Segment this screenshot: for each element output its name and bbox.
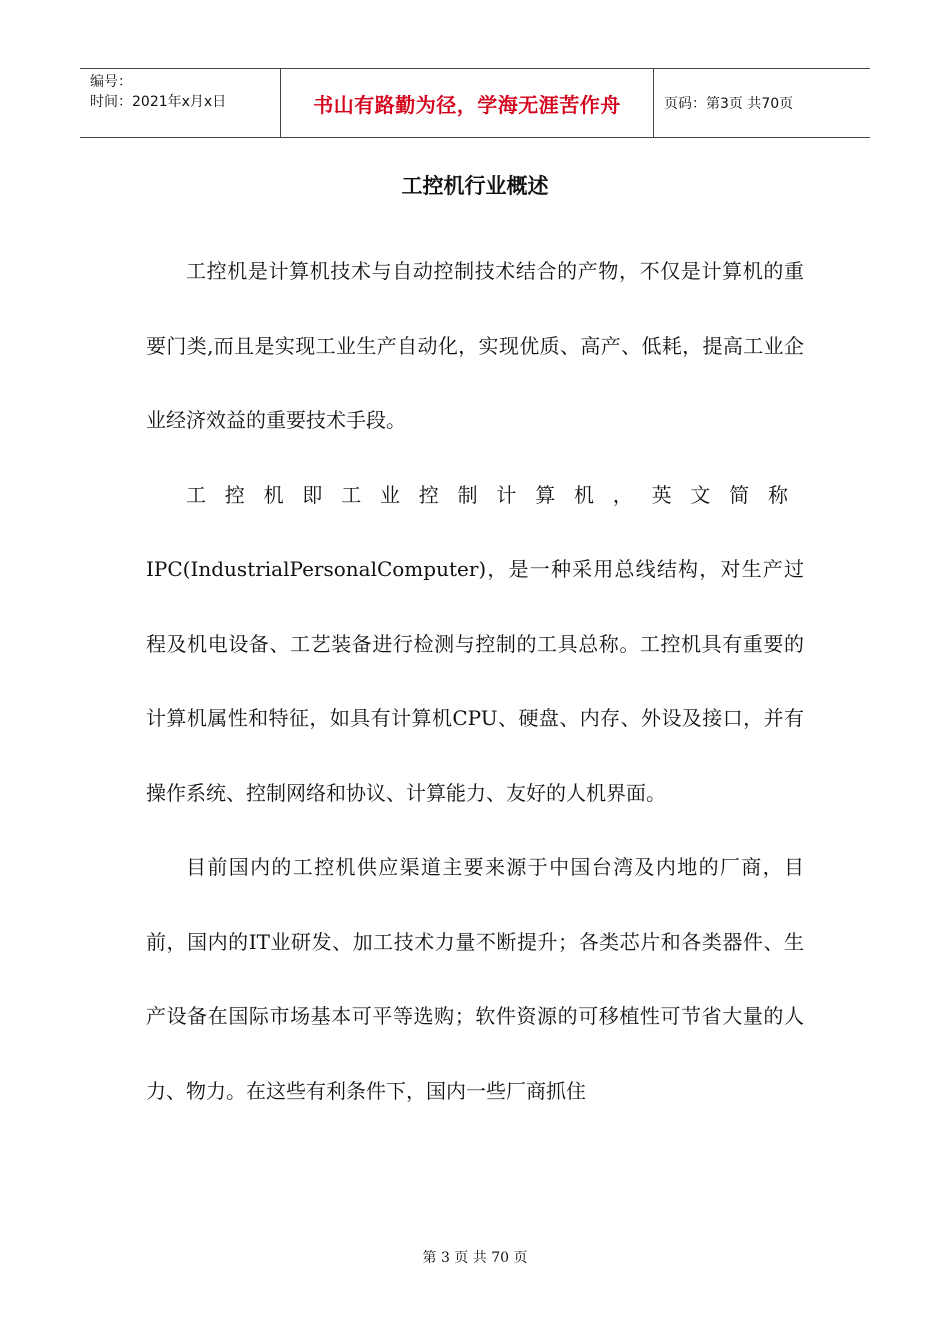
- document-title: 工控机行业概述: [401, 174, 549, 198]
- paragraph-2: [146, 458, 807, 831]
- paragraph-2-rest: IPC(IndustrialPersonalComputer)，是一种采用总线结构，对生产过程及机电设备、工艺装备进行检测与控制的工具总称。工控机具有重要的计算机属性和特征，如具有计算机CPU、硬盘、内存、外设及接口，并有操作系统、控制网络和协议、计算能力、友好的人机界面。: [146, 557, 804, 805]
- document-body: [146, 234, 807, 1128]
- header-meta: [80, 69, 281, 137]
- page-footer: 第 3 页 共 70 页: [422, 1250, 528, 1266]
- motto: 书山有路勤为径，学海无涯苦作舟: [313, 92, 621, 117]
- paragraph-2-spaced-line: 工控机即工业控制计算机，英文简称: [186, 482, 807, 507]
- page-info: 页码：第3页 共70页: [664, 96, 794, 112]
- time-label: 时间：2021年x月x日: [90, 94, 227, 110]
- number-label: 编号：: [90, 74, 132, 90]
- header-motto-cell: [281, 69, 654, 137]
- paragraph-1: 工控机是计算机技术与自动控制技术结合的产物，不仅是计算机的重要门类,而且是实现工业生产自动化，实现优质、高产、低耗，提高工业企业经济效益的重要技术手段。: [146, 259, 804, 432]
- paragraph-3: 目前国内的工控机供应渠道主要来源于中国台湾及内地的厂商，目前，国内的IT业研发、加工技术力量不断提升；各类芯片和各类器件、生产设备在国际市场基本可平等选购；软件资源的可移植性可节省大量的人力、物力。在这些有利条件下，国内一些厂商抓住: [146, 855, 804, 1103]
- header-page-cell: [654, 69, 870, 137]
- document-header: [80, 68, 870, 138]
